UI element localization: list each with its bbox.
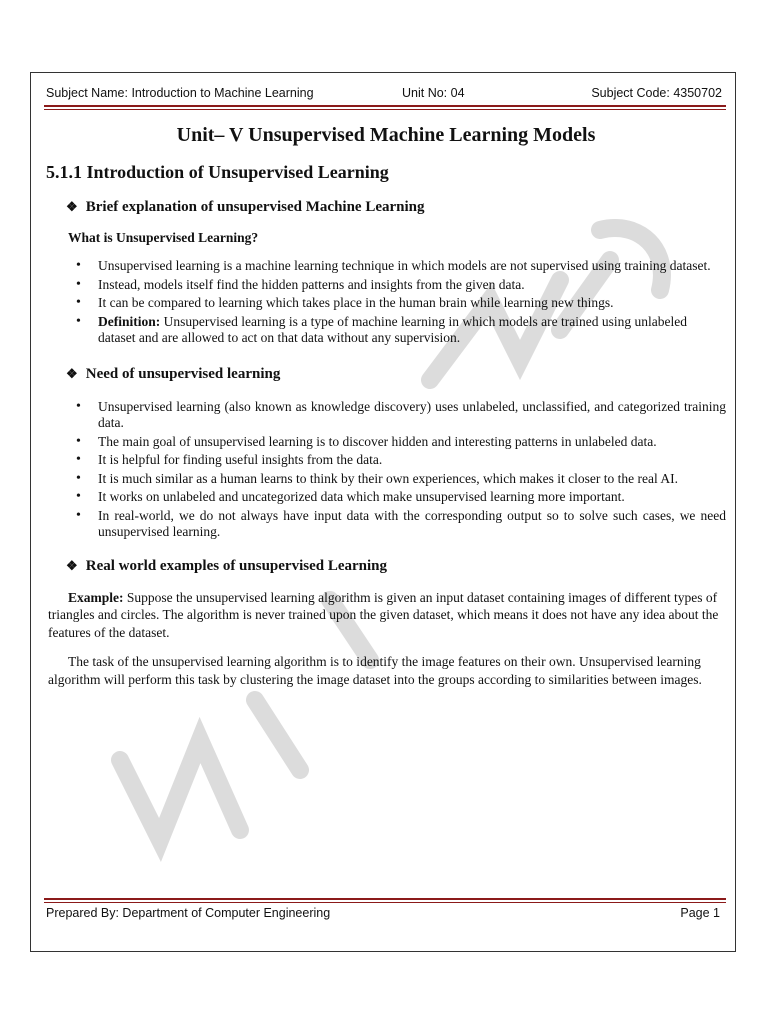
list-item: • It is helpful for finding useful insights from the data. (46, 452, 726, 469)
list-item: • Unsupervised learning (also known as knowledge discovery) uses unlabeled, unclassified, and categorized training data. (46, 399, 726, 432)
question-heading: What is Unsupervised Learning? (68, 230, 259, 245)
footer-rule-thin (44, 902, 726, 903)
list-item: • Unsupervised learning is a machine learning technique in which models are not supervised using training dataset. (46, 258, 726, 275)
list-item: • It can be compared to learning which takes place in the human brain while learning new things. (46, 295, 726, 312)
task-paragraph: The task of the unsupervised learning algorithm is to identify the image features on their own. Unsupervised learning algorithm will perform this task by clustering the image dataset into the groups according to similarities between images. (48, 654, 702, 687)
example-paragraph: Example: Suppose the unsupervised learning algorithm is given an input dataset containing images of different types of triangles and circles. The algorithm is never trained upon the given dataset, which means it does not have any idea about the features of the dataset. (48, 589, 719, 640)
sub-heading-brief: ❖ Brief explanation of unsupervised Machine Learning (46, 196, 726, 218)
page-title: Unit– V Unsupervised Machine Learning Models (176, 124, 596, 146)
unit-no: Unit No: 04 (402, 86, 465, 100)
diamond-icon: ❖ (66, 199, 78, 214)
diamond-icon: ❖ (66, 365, 78, 381)
subject-code: Subject Code: 4350702 (591, 86, 722, 100)
subject-name: Subject Name: Introduction to Machine Learning (46, 86, 314, 100)
page-header (46, 86, 722, 106)
sub-heading-need: ❖ Need of unsupervised learning (46, 363, 726, 385)
page-number: Page 1 (680, 906, 720, 920)
list-item: • In real-world, we do not always have input data with the corresponding output so to solve such cases, we need unsupervised learning. (46, 508, 726, 541)
section-heading: 5.1.1 Introduction of Unsupervised Learning (46, 162, 389, 182)
header-rule (44, 105, 726, 107)
diamond-icon: ❖ (66, 557, 78, 573)
header-rule-thin (44, 109, 726, 110)
list-item: • It is much similar as a human learns to think by their own experiences, which makes it closer to the real AI. (46, 471, 726, 488)
list-item-definition: • Definition: Unsupervised learning is a type of machine learning in which models are trained using unlabeled dataset and are allowed to act on that data without any supervision. (46, 314, 726, 347)
brief-list (46, 258, 726, 347)
page-content (46, 118, 726, 688)
list-item: • It works on unlabeled and uncategorized data which make unsupervised learning more important. (46, 489, 726, 506)
footer-rule (44, 898, 726, 900)
list-item: • The main goal of unsupervised learning is to discover hidden and interesting patterns in unlabeled data. (46, 434, 726, 451)
list-item: • Instead, models itself find the hidden patterns and insights from the given data. (46, 277, 726, 294)
sub-heading-examples: ❖ Real world examples of unsupervised Learning (46, 555, 726, 577)
need-list (46, 399, 726, 541)
prepared-by: Prepared By: Department of Computer Engineering (46, 906, 331, 920)
